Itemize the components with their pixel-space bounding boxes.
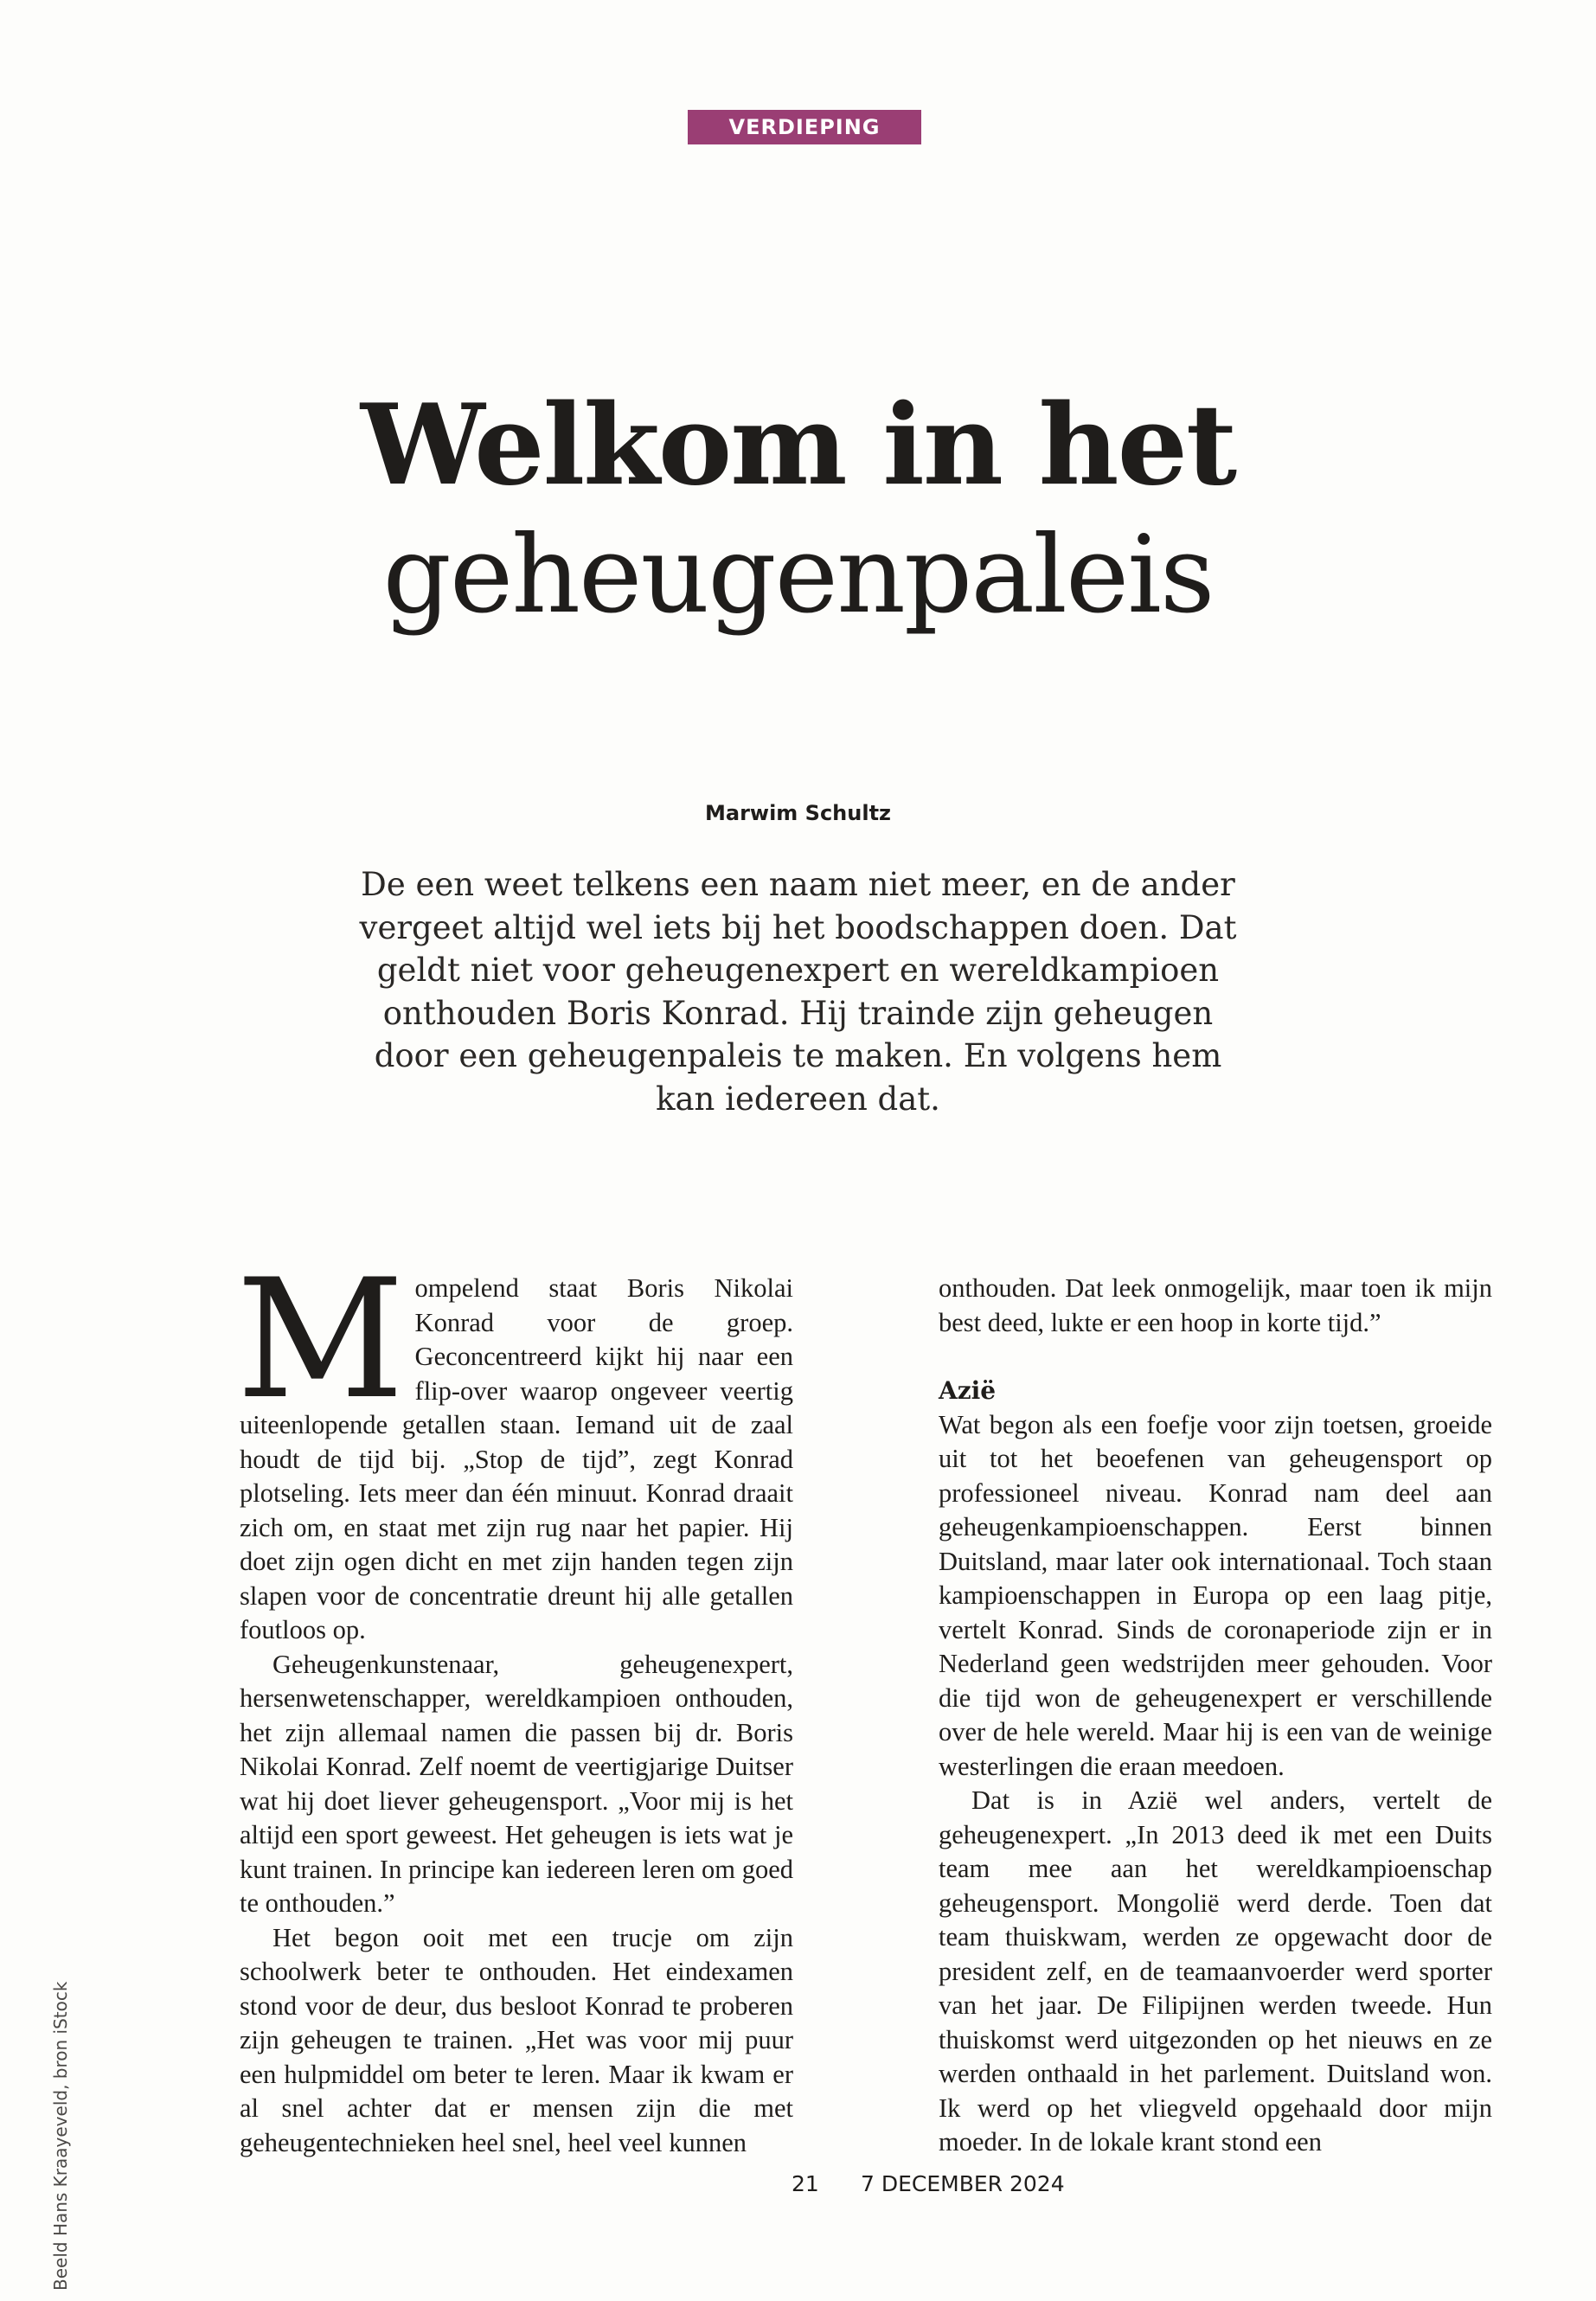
title-line-2: geheugenpaleis — [382, 513, 1214, 638]
photo-credit-text: Beeld Hans Kraayeveld, bron iStock — [50, 1981, 71, 2291]
section-label: VERDIEPING — [688, 110, 921, 144]
body-column-right — [939, 1272, 1492, 2160]
article-title — [260, 381, 1336, 640]
author-byline: Marwim Schultz — [704, 801, 892, 825]
body-paragraph: onthouden. Dat leek onmogelijk, maar toen ik mijn best deed, lukte er een hoop in korte tijd.” — [939, 1273, 1492, 1337]
issue-date: 7 DECEMBER 2024 — [861, 2171, 1065, 2196]
drop-cap: M — [236, 1244, 405, 1435]
body-paragraph: Het begon ooit met een trucje om zijn schoolwerk beter te onthouden. Het eindexamen stond voor de deur, dus besloot Konrad te proberen zijn geheugen te trainen. „Het was voor mij puur een hulpmiddel om beter te leren. Maar ik kwam er al snel achter dat er mensen zijn die met geheugentechnieken heel snel, heel veel kunnen — [240, 1922, 793, 2157]
photo-credit — [50, 1962, 71, 2291]
page-number: 21 — [792, 2171, 819, 2196]
body-paragraph: Dat is in Azië wel anders, vertelt de geheugenexpert. „In 2013 deed ik met een Duits team mee aan het wereldkampioenschap geheugensport. Mongolië werd derde. Toen dat team thuiskwam, werden ze opgewacht door de president zelf, en de teamaanvoerder werd sporter van het jaar. De Filipijnen werden tweede. Hun thuiskomst werd uitgezonden op het nieuws en ze werden onthaald in het parlement. Duitsland won. Ik werd op het vliegveld opgehaald door mijn moeder. In de lokale krant stond een — [939, 1785, 1492, 2157]
body-paragraph: ompelend staat Boris Nikolai Konrad voor de groep. Geconcentreerd kijkt hij naar een flip-over waarop ongeveer veertig uiteenlopende getallen staan. Iemand uit de zaal houdt de tijd bij. „Stop de tijd”, zegt Konrad plotseling. Iets meer dan één minuut. Konrad draait zich om, en staat met zijn rug naar het papier. Hij doet zijn ogen dicht en met zijn handen tegen zijn slapen voor de concentratie dreunt hij alle getallen foutloos op. — [240, 1273, 793, 1644]
body-paragraph: Wat begon als een foefje voor zijn toetsen, groeide uit tot het beoefenen van geheugensport op professioneel niveau. Konrad nam deel aan geheugenkampioenschappen. Eerst binnen Duitsland, maar later ook internationaal. Toch staan kampioenschappen in Europa op een laag pitje, vertelt Konrad. Sinds de coronaperiode zijn er in Nederland geen wedstrijden meer gehouden. Voor die tijd won de geheugenexpert er verschillende over de hele wereld. Maar hij is een van de weinige westerlingen die eraan meedoen. — [939, 1409, 1492, 1781]
section-subheading: Azië — [939, 1376, 997, 1405]
body-paragraph: Geheugenkunstenaar, geheugenexpert, hersenwetenschapper, wereldkampioen onthouden, het zijn allemaal namen die passen bij dr. Boris Nikolai Konrad. Zelf noemt de veertigjarige Duitser wat hij doet liever geheugensport. „Voor mij is het altijd een sport geweest. Het geheugen is iets wat je kunt trainen. In principe kan iedereen leren om goed te onthouden.” — [240, 1649, 793, 1918]
title-line-1: Welkom in het — [360, 381, 1236, 510]
lead-paragraph: De een weet telkens een naam niet meer, en de ander vergeet altijd wel iets bij het boodschappen doen. Dat geldt niet voor geheugenexpert en wereldkampioen onthouden Boris Konrad. Hij trainde zijn geheugen door een geheugenpaleis te maken. En volgens hem kan iedereen dat. — [359, 866, 1237, 1118]
body-column-left — [236, 1244, 793, 2160]
